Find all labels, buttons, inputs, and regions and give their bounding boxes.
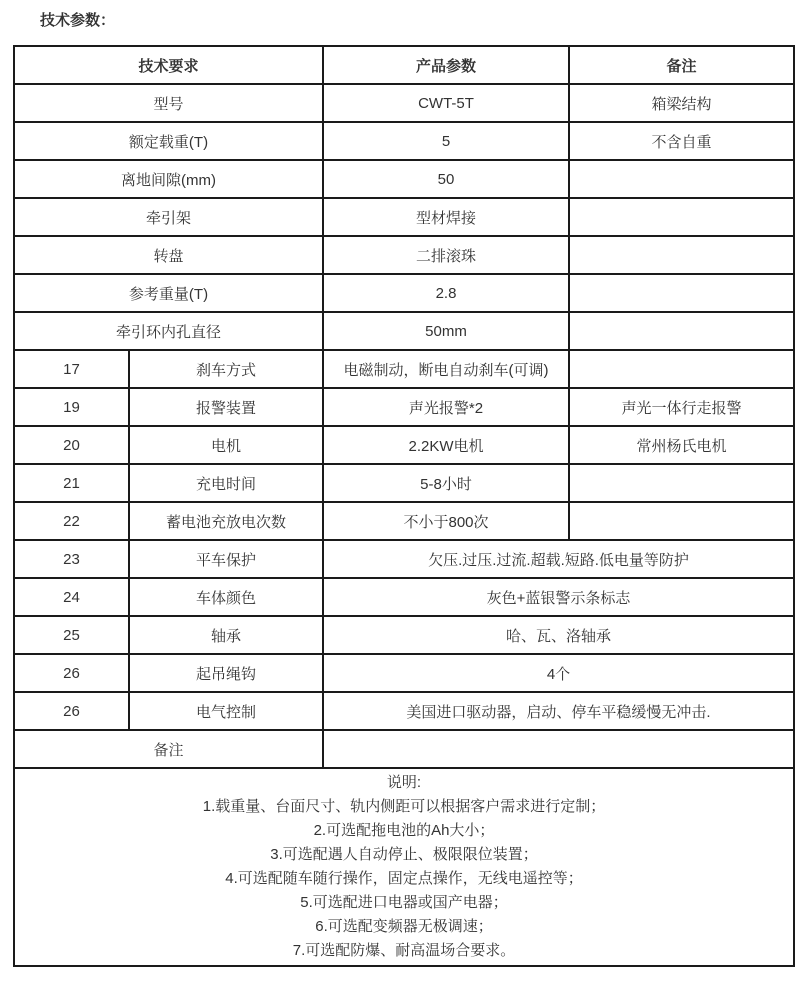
label-cell: 额定载重(T) <box>14 122 323 160</box>
table-row <box>14 274 794 312</box>
label-cell: 报警装置 <box>129 388 323 426</box>
param-cell <box>323 730 794 768</box>
label-cell: 平车保护 <box>129 540 323 578</box>
spec-table <box>13 45 795 967</box>
label-cell: 牵引架 <box>14 198 323 236</box>
note-line: 1.载重量、台面尺寸、轨内侧距可以根据客户需求进行定制； <box>202 798 606 815</box>
label-cell: 充电时间 <box>129 464 323 502</box>
param-cell: 2.8 <box>323 274 569 312</box>
remark-cell: 声光一体行走报警 <box>569 388 794 426</box>
notes-row <box>14 768 794 966</box>
page-title: 技术参数： <box>40 12 116 29</box>
table-row <box>14 350 794 388</box>
label-cell: 车体颜色 <box>129 578 323 616</box>
label-cell: 参考重量(T) <box>14 274 323 312</box>
note-line: 4.可选配随车随行操作，固定点操作，无线电遥控等； <box>225 870 583 887</box>
param-cell: 声光报警*2 <box>323 388 569 426</box>
num-cell: 26 <box>14 654 129 692</box>
label-cell: 刹车方式 <box>129 350 323 388</box>
header-requirement: 技术要求 <box>14 46 323 84</box>
remark-cell <box>569 236 794 274</box>
table-row <box>14 122 794 160</box>
param-cell: 50 <box>323 160 569 198</box>
num-cell: 25 <box>14 616 129 654</box>
header-parameter: 产品参数 <box>323 46 569 84</box>
remark-cell: 常州杨氏电机 <box>569 426 794 464</box>
param-cell: 5 <box>323 122 569 160</box>
num-cell: 22 <box>14 502 129 540</box>
note-line: 6.可选配变频器无极调速； <box>315 918 493 935</box>
header-remark: 备注 <box>569 46 794 84</box>
table-row <box>14 312 794 350</box>
note-line: 7.可选配防爆、耐高温场合要求。 <box>292 942 516 959</box>
param-cell: 型材焊接 <box>323 198 569 236</box>
table-row <box>14 692 794 730</box>
param-cell: 不小于800次 <box>323 502 569 540</box>
label-cell: 轴承 <box>129 616 323 654</box>
table-header-row <box>14 46 794 84</box>
label-cell: 电气控制 <box>129 692 323 730</box>
table-row <box>14 388 794 426</box>
table-row <box>14 730 794 768</box>
remark-cell: 箱梁结构 <box>569 84 794 122</box>
param-cell: 灰色+蓝银警示条标志 <box>323 578 794 616</box>
remark-cell <box>569 464 794 502</box>
table-row <box>14 464 794 502</box>
table-row <box>14 160 794 198</box>
notes-heading: 说明: <box>386 774 422 791</box>
remark-cell <box>569 274 794 312</box>
param-cell: 2.2KW电机 <box>323 426 569 464</box>
label-cell: 蓄电池充放电次数 <box>129 502 323 540</box>
table-row <box>14 578 794 616</box>
note-line: 2.可选配拖电池的Ah大小； <box>313 822 495 839</box>
num-cell: 17 <box>14 350 129 388</box>
num-cell: 20 <box>14 426 129 464</box>
param-cell: 哈、瓦、洛轴承 <box>323 616 794 654</box>
table-row <box>14 236 794 274</box>
table-row <box>14 540 794 578</box>
label-cell: 牵引环内孔直径 <box>14 312 323 350</box>
table-row <box>14 654 794 692</box>
notes-cell <box>14 768 794 966</box>
num-cell: 19 <box>14 388 129 426</box>
table-row <box>14 198 794 236</box>
label-cell: 起吊绳钩 <box>129 654 323 692</box>
label-cell: 离地间隙(mm) <box>14 160 323 198</box>
remark-cell: 不含自重 <box>569 122 794 160</box>
remark-cell <box>569 160 794 198</box>
param-cell: 欠压.过压.过流.超载.短路.低电量等防护 <box>323 540 794 578</box>
note-line: 5.可选配进口电器或国产电器； <box>300 894 508 911</box>
table-row <box>14 502 794 540</box>
param-cell: CWT-5T <box>323 84 569 122</box>
label-cell: 转盘 <box>14 236 323 274</box>
num-cell: 21 <box>14 464 129 502</box>
label-cell: 型号 <box>14 84 323 122</box>
param-cell: 50mm <box>323 312 569 350</box>
remark-cell <box>569 198 794 236</box>
table-row <box>14 426 794 464</box>
table-row <box>14 84 794 122</box>
param-cell: 二排滚珠 <box>323 236 569 274</box>
label-cell: 备注 <box>14 730 323 768</box>
remark-cell <box>569 502 794 540</box>
param-cell: 5-8小时 <box>323 464 569 502</box>
num-cell: 23 <box>14 540 129 578</box>
param-cell: 美国进口驱动器，启动、停车平稳缓慢无冲击. <box>323 692 794 730</box>
remark-cell <box>569 312 794 350</box>
param-cell: 电磁制动，断电自动刹车(可调) <box>323 350 569 388</box>
table-row <box>14 616 794 654</box>
label-cell: 电机 <box>129 426 323 464</box>
num-cell: 24 <box>14 578 129 616</box>
note-line: 3.可选配遇人自动停止、极限限位装置； <box>270 846 538 863</box>
remark-cell <box>569 350 794 388</box>
num-cell: 26 <box>14 692 129 730</box>
param-cell: 4个 <box>323 654 794 692</box>
